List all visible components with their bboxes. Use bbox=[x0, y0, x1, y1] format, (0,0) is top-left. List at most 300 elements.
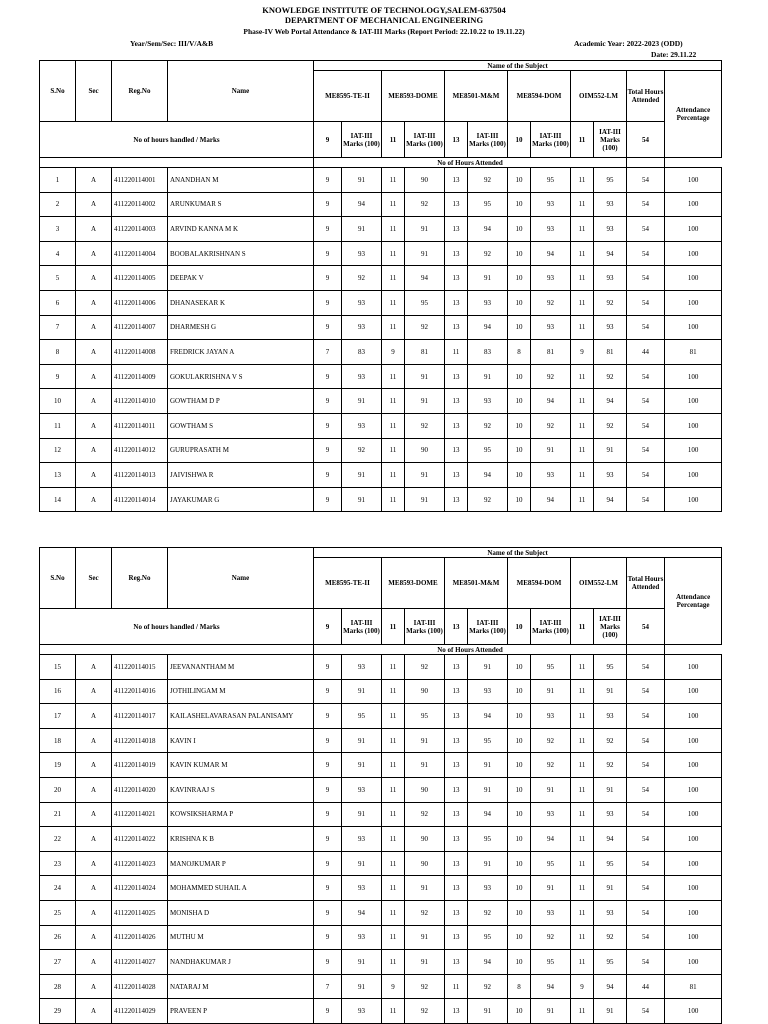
attendance-pct-cell: 100 bbox=[665, 925, 722, 950]
hours-attended-cell: 9 bbox=[382, 974, 405, 999]
hours-attended-cell: 11 bbox=[571, 925, 594, 950]
marks-cell: 91 bbox=[342, 217, 382, 242]
hours-attended-cell: 11 bbox=[571, 655, 594, 680]
sec-cell: A bbox=[76, 753, 112, 778]
hours-attended-cell: 7 bbox=[314, 340, 342, 365]
subject-header: ME8594-DOM bbox=[508, 71, 571, 122]
hours-attended-cell: 9 bbox=[314, 679, 342, 704]
regno-cell: 411220114028 bbox=[112, 974, 168, 999]
marks-header: IAT-III Marks (100) bbox=[468, 122, 508, 158]
marks-cell: 95 bbox=[342, 704, 382, 729]
attendance-pct-cell: 100 bbox=[665, 876, 722, 901]
total-hours-cell: 54 bbox=[627, 487, 665, 512]
marks-cell: 81 bbox=[531, 340, 571, 365]
hours-attended-cell: 11 bbox=[382, 241, 405, 266]
attendance-pct-cell: 100 bbox=[665, 777, 722, 802]
attendance-pct-cell: 100 bbox=[665, 753, 722, 778]
marks-cell: 92 bbox=[531, 413, 571, 438]
attendance-pct-cell: 100 bbox=[665, 266, 722, 291]
hours-attended-cell: 10 bbox=[508, 364, 531, 389]
subject-header: ME8593-DOME bbox=[382, 558, 445, 609]
sno-header: S.No bbox=[40, 61, 76, 122]
marks-cell: 93 bbox=[342, 290, 382, 315]
marks-cell: 91 bbox=[468, 364, 508, 389]
hours-attended-cell: 13 bbox=[445, 290, 468, 315]
marks-cell: 94 bbox=[594, 827, 627, 852]
sec-cell: A bbox=[76, 364, 112, 389]
regno-header: Reg.No bbox=[112, 548, 168, 609]
hours-attended-cell: 11 bbox=[571, 876, 594, 901]
student-name-cell: DHANASEKAR K bbox=[168, 290, 314, 315]
marks-cell: 92 bbox=[405, 974, 445, 999]
total-hours-cell: 44 bbox=[627, 340, 665, 365]
student-name-cell: DEEPAK V bbox=[168, 266, 314, 291]
marks-cell: 91 bbox=[405, 463, 445, 488]
department-name: DEPARTMENT OF MECHANICAL ENGINEERING bbox=[284, 15, 484, 25]
student-name-cell: NANDHAKUMAR J bbox=[168, 950, 314, 975]
marks-cell: 92 bbox=[468, 241, 508, 266]
sno-cell: 23 bbox=[40, 851, 76, 876]
hours-attended-cell: 11 bbox=[382, 438, 405, 463]
hours-attended-cell: 13 bbox=[445, 487, 468, 512]
hours-attended-cell: 10 bbox=[508, 315, 531, 340]
hours-attended-cell: 11 bbox=[382, 728, 405, 753]
hours-attended-cell: 11 bbox=[382, 827, 405, 852]
sno-cell: 16 bbox=[40, 679, 76, 704]
subject-group-header: Name of the Subject bbox=[314, 61, 722, 71]
marks-cell: 95 bbox=[468, 438, 508, 463]
regno-cell: 411220114026 bbox=[112, 925, 168, 950]
attendance-pct-cell: 100 bbox=[665, 827, 722, 852]
hours-attended-cell: 13 bbox=[445, 438, 468, 463]
total-hours-cell: 54 bbox=[627, 168, 665, 193]
total-hours-cell: 54 bbox=[627, 463, 665, 488]
hours-attended-cell: 11 bbox=[571, 192, 594, 217]
hours-attended-cell: 9 bbox=[314, 777, 342, 802]
hours-attended-cell: 9 bbox=[571, 974, 594, 999]
attendance-pct-cell: 100 bbox=[665, 389, 722, 414]
marks-header: IAT-III Marks (100) bbox=[531, 122, 571, 158]
total-hours-cell: 54 bbox=[627, 192, 665, 217]
marks-cell: 92 bbox=[468, 413, 508, 438]
hours-attended-cell: 10 bbox=[508, 728, 531, 753]
report-title: Phase-IV Web Portal Attendance & IAT-III Marks (Report Period: 22.10.22 to 19.11.22) bbox=[243, 27, 525, 36]
table-row bbox=[40, 487, 722, 512]
total-hours-handled: 54 bbox=[627, 122, 665, 158]
regno-cell: 411220114027 bbox=[112, 950, 168, 975]
regno-cell: 411220114020 bbox=[112, 777, 168, 802]
table-row bbox=[40, 999, 722, 1024]
hours-attended-cell: 11 bbox=[382, 876, 405, 901]
sno-cell: 7 bbox=[40, 315, 76, 340]
marks-cell: 91 bbox=[594, 679, 627, 704]
student-name-cell: FREDRICK JAYAN A bbox=[168, 340, 314, 365]
marks-cell: 91 bbox=[342, 487, 382, 512]
marks-cell: 93 bbox=[531, 802, 571, 827]
hours-attended-cell: 11 bbox=[571, 999, 594, 1024]
marks-cell: 94 bbox=[468, 802, 508, 827]
marks-cell: 92 bbox=[405, 413, 445, 438]
sec-cell: A bbox=[76, 168, 112, 193]
regno-cell: 411220114013 bbox=[112, 463, 168, 488]
regno-cell: 411220114010 bbox=[112, 389, 168, 414]
name-header: Name bbox=[168, 548, 314, 609]
hours-attended-cell: 13 bbox=[445, 241, 468, 266]
hours-attended-cell: 11 bbox=[445, 340, 468, 365]
sno-header: S.No bbox=[40, 548, 76, 609]
marks-cell: 93 bbox=[594, 315, 627, 340]
table-row bbox=[40, 315, 722, 340]
hours-handled-cell: 11 bbox=[571, 609, 594, 645]
sec-cell: A bbox=[76, 463, 112, 488]
marks-cell: 95 bbox=[468, 728, 508, 753]
regno-header: Reg.No bbox=[112, 61, 168, 122]
total-hours-cell: 54 bbox=[627, 266, 665, 291]
sec-cell: A bbox=[76, 925, 112, 950]
student-name-cell: JAYAKUMAR G bbox=[168, 487, 314, 512]
marks-cell: 91 bbox=[405, 876, 445, 901]
hours-attended-cell: 11 bbox=[571, 438, 594, 463]
marks-cell: 93 bbox=[468, 389, 508, 414]
table-row bbox=[40, 340, 722, 365]
hours-attended-cell: 13 bbox=[445, 999, 468, 1024]
hours-attended-cell: 11 bbox=[571, 266, 594, 291]
hours-attended-cell: 11 bbox=[382, 999, 405, 1024]
marks-cell: 91 bbox=[468, 266, 508, 291]
regno-cell: 411220114015 bbox=[112, 655, 168, 680]
marks-cell: 91 bbox=[405, 950, 445, 975]
subject-header: ME8595-TE-II bbox=[314, 558, 382, 609]
marks-header: IAT-III Marks (100) bbox=[405, 122, 445, 158]
marks-cell: 95 bbox=[594, 655, 627, 680]
hours-attended-cell: 10 bbox=[508, 389, 531, 414]
marks-cell: 91 bbox=[594, 999, 627, 1024]
marks-cell: 93 bbox=[531, 704, 571, 729]
hours-attended-cell: 10 bbox=[508, 168, 531, 193]
marks-cell: 91 bbox=[405, 925, 445, 950]
marks-cell: 93 bbox=[342, 827, 382, 852]
sno-cell: 2 bbox=[40, 192, 76, 217]
marks-header: IAT-III Marks (100) bbox=[594, 122, 627, 158]
subject-header: ME8501-M&M bbox=[445, 558, 508, 609]
hours-attended-cell: 10 bbox=[508, 679, 531, 704]
hours-attended-cell: 9 bbox=[314, 168, 342, 193]
total-hours-cell: 54 bbox=[627, 999, 665, 1024]
hours-attended-cell: 9 bbox=[571, 340, 594, 365]
hours-attended-cell: 8 bbox=[508, 340, 531, 365]
hours-attended-cell: 11 bbox=[382, 900, 405, 925]
marks-header: IAT-III Marks (100) bbox=[531, 609, 571, 645]
hours-attended-cell: 13 bbox=[445, 925, 468, 950]
student-name-cell: MOHAMMED SUHAIL A bbox=[168, 876, 314, 901]
sno-cell: 11 bbox=[40, 413, 76, 438]
student-rows bbox=[40, 655, 722, 1024]
marks-cell: 92 bbox=[594, 925, 627, 950]
sno-cell: 1 bbox=[40, 168, 76, 193]
table-row bbox=[40, 389, 722, 414]
hours-attended-cell: 11 bbox=[382, 487, 405, 512]
hours-handled-cell: 11 bbox=[382, 122, 405, 158]
hours-attended-cell: 9 bbox=[314, 655, 342, 680]
hours-attended-cell: 11 bbox=[571, 753, 594, 778]
hours-handled-cell: 10 bbox=[508, 122, 531, 158]
attendance-pct-cell: 100 bbox=[665, 364, 722, 389]
marks-cell: 91 bbox=[405, 753, 445, 778]
hours-attended-cell: 10 bbox=[508, 802, 531, 827]
marks-cell: 91 bbox=[468, 851, 508, 876]
sno-cell: 24 bbox=[40, 876, 76, 901]
attendance-pct-cell: 100 bbox=[665, 217, 722, 242]
attendance-pct-cell: 100 bbox=[665, 192, 722, 217]
hours-attended-cell: 10 bbox=[508, 266, 531, 291]
table-row bbox=[40, 217, 722, 242]
marks-cell: 92 bbox=[594, 753, 627, 778]
hours-attended-cell: 11 bbox=[382, 851, 405, 876]
regno-cell: 411220114016 bbox=[112, 679, 168, 704]
academic-year: Academic Year: 2022-2023 (ODD) bbox=[574, 39, 683, 48]
regno-cell: 411220114004 bbox=[112, 241, 168, 266]
marks-cell: 90 bbox=[405, 679, 445, 704]
hours-attended-cell: 9 bbox=[314, 438, 342, 463]
student-name-cell: GOWTHAM S bbox=[168, 413, 314, 438]
hours-attended-cell: 11 bbox=[382, 704, 405, 729]
marks-cell: 81 bbox=[594, 340, 627, 365]
attendance-pct-cell: 100 bbox=[665, 315, 722, 340]
marks-cell: 92 bbox=[342, 266, 382, 291]
marks-cell: 93 bbox=[594, 900, 627, 925]
total-hours-cell: 54 bbox=[627, 777, 665, 802]
hours-attended-cell: 10 bbox=[508, 487, 531, 512]
marks-cell: 92 bbox=[531, 364, 571, 389]
hours-attended-label: No of Hours Attended bbox=[314, 645, 627, 655]
marks-cell: 92 bbox=[342, 438, 382, 463]
hours-attended-cell: 11 bbox=[382, 266, 405, 291]
attendance-pct-cell: 100 bbox=[665, 168, 722, 193]
hours-attended-cell: 11 bbox=[571, 487, 594, 512]
total-hours-header: Total Hours Attended bbox=[627, 71, 665, 122]
marks-cell: 91 bbox=[405, 364, 445, 389]
subject-header: ME8501-M&M bbox=[445, 71, 508, 122]
attendance-pct-cell: 100 bbox=[665, 463, 722, 488]
marks-cell: 94 bbox=[594, 241, 627, 266]
marks-cell: 93 bbox=[531, 900, 571, 925]
total-hours-cell: 54 bbox=[627, 802, 665, 827]
student-name-cell: MONISHA D bbox=[168, 900, 314, 925]
hours-attended-cell: 10 bbox=[508, 192, 531, 217]
marks-cell: 91 bbox=[594, 438, 627, 463]
hours-attended-cell: 11 bbox=[382, 364, 405, 389]
sec-cell: A bbox=[76, 290, 112, 315]
hours-attended-cell: 13 bbox=[445, 364, 468, 389]
sno-cell: 6 bbox=[40, 290, 76, 315]
marks-cell: 95 bbox=[468, 925, 508, 950]
hours-attended-cell: 11 bbox=[571, 168, 594, 193]
hours-attended-cell: 11 bbox=[571, 802, 594, 827]
marks-cell: 93 bbox=[342, 413, 382, 438]
marks-cell: 93 bbox=[342, 876, 382, 901]
student-name-cell: ARVIND KANNA M K bbox=[168, 217, 314, 242]
sec-cell: A bbox=[76, 487, 112, 512]
marks-cell: 92 bbox=[405, 315, 445, 340]
hours-handled-label: No of hours handled / Marks bbox=[40, 609, 314, 645]
marks-cell: 91 bbox=[405, 241, 445, 266]
marks-cell: 92 bbox=[531, 728, 571, 753]
table-row bbox=[40, 168, 722, 193]
regno-cell: 411220114009 bbox=[112, 364, 168, 389]
marks-cell: 95 bbox=[405, 704, 445, 729]
hours-attended-cell: 11 bbox=[382, 950, 405, 975]
hours-attended-cell: 11 bbox=[571, 463, 594, 488]
hours-attended-cell: 9 bbox=[314, 999, 342, 1024]
sno-cell: 29 bbox=[40, 999, 76, 1024]
total-hours-cell: 54 bbox=[627, 438, 665, 463]
total-hours-cell: 54 bbox=[627, 413, 665, 438]
hours-attended-cell: 10 bbox=[508, 241, 531, 266]
hours-attended-cell: 9 bbox=[314, 413, 342, 438]
hours-attended-cell: 9 bbox=[314, 851, 342, 876]
student-name-cell: MANOJKUMAR P bbox=[168, 851, 314, 876]
hours-attended-cell: 11 bbox=[382, 655, 405, 680]
marks-cell: 91 bbox=[342, 802, 382, 827]
hours-attended-cell: 11 bbox=[571, 827, 594, 852]
sno-cell: 15 bbox=[40, 655, 76, 680]
hours-attended-cell: 13 bbox=[445, 704, 468, 729]
sno-cell: 13 bbox=[40, 463, 76, 488]
hours-attended-cell: 10 bbox=[508, 999, 531, 1024]
marks-cell: 93 bbox=[531, 192, 571, 217]
marks-cell: 83 bbox=[342, 340, 382, 365]
sec-cell: A bbox=[76, 704, 112, 729]
attendance-pct-cell: 100 bbox=[665, 438, 722, 463]
hours-attended-cell: 11 bbox=[571, 217, 594, 242]
hours-attended-cell: 10 bbox=[508, 777, 531, 802]
marks-cell: 94 bbox=[531, 974, 571, 999]
hours-attended-cell: 11 bbox=[571, 900, 594, 925]
subject-header: ME8593-DOME bbox=[382, 71, 445, 122]
hours-attended-cell: 11 bbox=[571, 679, 594, 704]
hours-attended-cell: 13 bbox=[445, 266, 468, 291]
hours-handled-label: No of hours handled / Marks bbox=[40, 122, 314, 158]
marks-cell: 91 bbox=[468, 777, 508, 802]
hours-attended-cell: 10 bbox=[508, 827, 531, 852]
sno-cell: 17 bbox=[40, 704, 76, 729]
total-hours-cell: 54 bbox=[627, 827, 665, 852]
student-name-cell: PRAVEEN P bbox=[168, 999, 314, 1024]
marks-cell: 94 bbox=[531, 487, 571, 512]
sec-cell: A bbox=[76, 876, 112, 901]
hours-attended-cell: 13 bbox=[445, 802, 468, 827]
total-hours-cell: 54 bbox=[627, 753, 665, 778]
attendance-pct-cell: 100 bbox=[665, 413, 722, 438]
regno-cell: 411220114002 bbox=[112, 192, 168, 217]
marks-cell: 93 bbox=[342, 655, 382, 680]
attendance-table-1 bbox=[39, 60, 722, 512]
table-row bbox=[40, 777, 722, 802]
marks-cell: 95 bbox=[468, 827, 508, 852]
sec-cell: A bbox=[76, 192, 112, 217]
marks-cell: 93 bbox=[342, 364, 382, 389]
sno-cell: 27 bbox=[40, 950, 76, 975]
hours-handled-cell: 13 bbox=[445, 122, 468, 158]
year-sem-sec: Year/Sem/Sec: III/V/A&B bbox=[130, 39, 214, 48]
total-hours-cell: 54 bbox=[627, 851, 665, 876]
total-hours-header: Total Hours Attended bbox=[627, 558, 665, 609]
student-name-cell: JEEVANANTHAM M bbox=[168, 655, 314, 680]
marks-cell: 93 bbox=[531, 217, 571, 242]
hours-attended-cell: 10 bbox=[508, 753, 531, 778]
hours-attended-cell: 7 bbox=[314, 974, 342, 999]
hours-attended-cell: 8 bbox=[508, 974, 531, 999]
hours-attended-cell: 11 bbox=[382, 463, 405, 488]
hours-attended-cell: 10 bbox=[508, 463, 531, 488]
hours-attended-cell: 10 bbox=[508, 413, 531, 438]
student-name-cell: JAIVISHWA R bbox=[168, 463, 314, 488]
marks-cell: 93 bbox=[468, 290, 508, 315]
hours-attended-cell: 11 bbox=[571, 364, 594, 389]
marks-cell: 91 bbox=[531, 679, 571, 704]
hours-attended-cell: 9 bbox=[314, 900, 342, 925]
attendance-pct-cell: 81 bbox=[665, 974, 722, 999]
hours-attended-cell: 13 bbox=[445, 753, 468, 778]
hours-attended-cell: 11 bbox=[445, 974, 468, 999]
marks-cell: 95 bbox=[594, 950, 627, 975]
table-row bbox=[40, 925, 722, 950]
sec-cell: A bbox=[76, 802, 112, 827]
student-name-cell: KAVIN I bbox=[168, 728, 314, 753]
marks-cell: 91 bbox=[531, 999, 571, 1024]
hours-attended-cell: 10 bbox=[508, 950, 531, 975]
hours-attended-cell: 9 bbox=[314, 364, 342, 389]
marks-cell: 91 bbox=[405, 389, 445, 414]
marks-header: IAT-III Marks (100) bbox=[468, 609, 508, 645]
hours-attended-cell: 11 bbox=[571, 413, 594, 438]
marks-cell: 93 bbox=[531, 266, 571, 291]
sec-cell: A bbox=[76, 315, 112, 340]
attendance-table-2 bbox=[39, 547, 722, 1024]
marks-cell: 91 bbox=[342, 679, 382, 704]
attendance-pct-cell: 100 bbox=[665, 487, 722, 512]
hours-attended-cell: 13 bbox=[445, 950, 468, 975]
marks-cell: 94 bbox=[342, 192, 382, 217]
sno-cell: 20 bbox=[40, 777, 76, 802]
name-header: Name bbox=[168, 61, 314, 122]
table-row bbox=[40, 192, 722, 217]
marks-cell: 95 bbox=[405, 290, 445, 315]
subject-header: ME8595-TE-II bbox=[314, 71, 382, 122]
hours-attended-cell: 10 bbox=[508, 851, 531, 876]
marks-cell: 92 bbox=[531, 290, 571, 315]
hours-attended-cell: 13 bbox=[445, 463, 468, 488]
marks-cell: 95 bbox=[594, 851, 627, 876]
marks-cell: 91 bbox=[531, 777, 571, 802]
sno-cell: 4 bbox=[40, 241, 76, 266]
regno-cell: 411220114019 bbox=[112, 753, 168, 778]
marks-cell: 93 bbox=[531, 315, 571, 340]
marks-cell: 91 bbox=[342, 168, 382, 193]
hours-attended-cell: 13 bbox=[445, 655, 468, 680]
attendance-pct-cell: 100 bbox=[665, 241, 722, 266]
table-row bbox=[40, 364, 722, 389]
marks-cell: 91 bbox=[531, 438, 571, 463]
regno-cell: 411220114025 bbox=[112, 900, 168, 925]
marks-cell: 93 bbox=[342, 925, 382, 950]
marks-cell: 90 bbox=[405, 827, 445, 852]
hours-attended-cell: 13 bbox=[445, 728, 468, 753]
table-row bbox=[40, 413, 722, 438]
attendance-pct-cell: 100 bbox=[665, 290, 722, 315]
marks-cell: 90 bbox=[405, 168, 445, 193]
student-name-cell: MUTHU M bbox=[168, 925, 314, 950]
